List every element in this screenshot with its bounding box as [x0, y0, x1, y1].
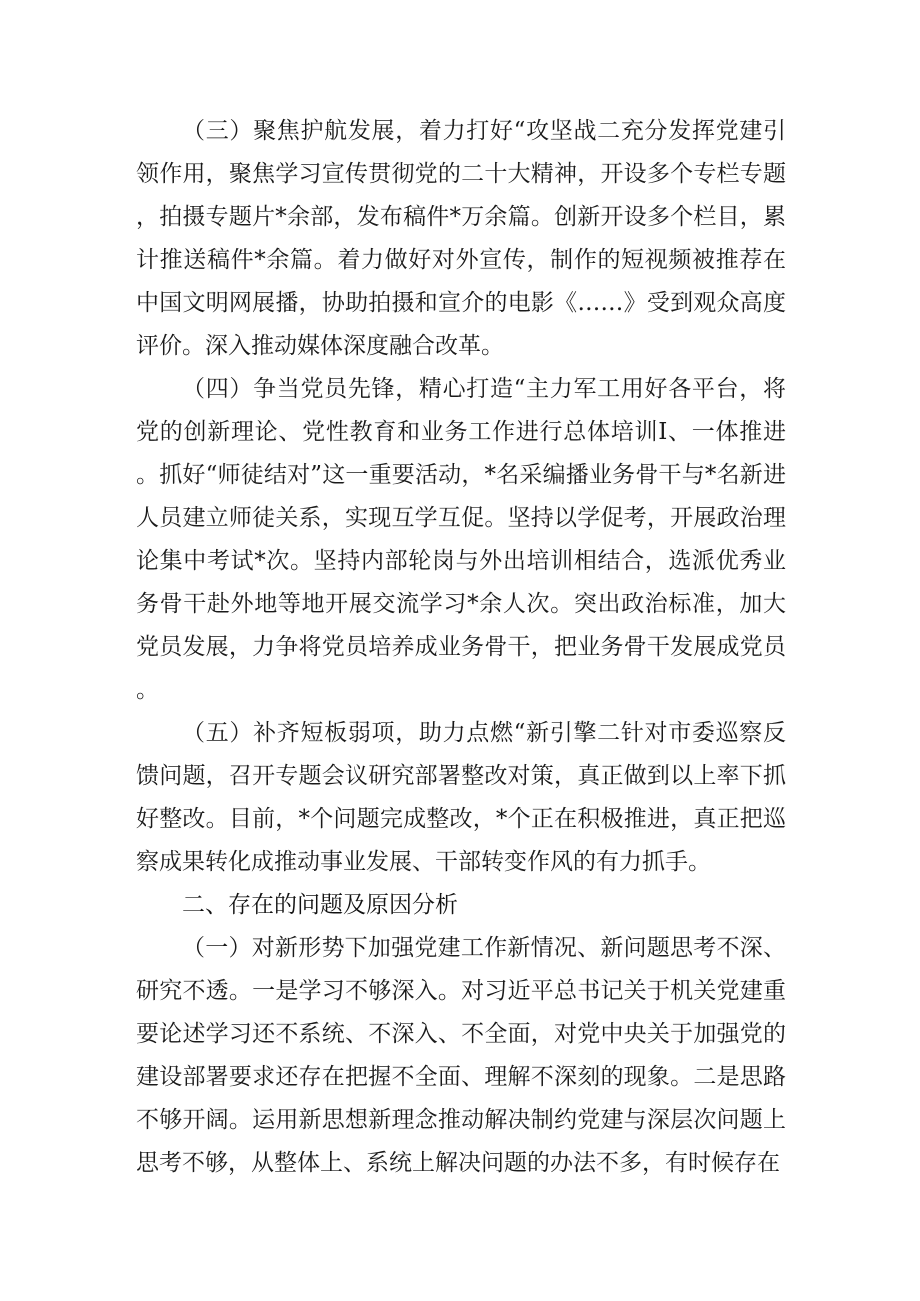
document-body [136, 110, 786, 1185]
paragraph-5-rectification: （五）补齐短板弱项，助力点燃“新引擎二针对市委巡察反馈问题，召开专题会议研究部署整改对策，真正做到以上率下抓好整改。目前，*个问题完成整改，*个正在积极推进，真正把巡察成果转化成推动事业发展、干部转变作风的有力抓手。 [136, 720, 786, 875]
paragraph-problem-1: （一）对新形势下加强党建工作新情况、新问题思考不深、研究不透。一是学习不够深入。对习近平总书记关于机关党建重要论述学习还不系统、不深入、不全面，对党中央关于加强党的建设部署要求还存在把握不全面、理解不深刻的现象。二是思路不够开阔。运用新思想新理念推动解决制约党建与深层次问题上思考不够，从整体上、系统上解决问题的办法不多，有时候存在 [136, 935, 786, 1176]
paragraph-3-media-development: （三）聚焦护航发展，着力打好“攻坚战二充分发挥党建引领作用，聚焦学习宣传贯彻党的二十大精神，开设多个专栏专题，拍摄专题片*余部，发布稿件*万余篇。创新开设多个栏目，累计推送稿件*余篇。着力做好对外宣传，制作的短视频被推荐在中国文明网展播，协助拍摄和宣介的电影《……》受到观众高度评价。深入推动媒体深度融合改革。 [136, 118, 786, 359]
section-heading-problems: 二、存在的问题及原因分析 [182, 892, 458, 918]
paragraph-4-party-member-vanguard: （四）争当党员先锋，精心打造“主力军工用好各平台，将党的创新理论、党性教育和业务工作进行总体培训I、一体推进。抓好“师徒结对”这一重要活动，*名采编播业务骨干与*名新进人员建立师徒关系，实现互学互促。坚持以学促考，开展政治理论集中考试*次。坚持内部轮岗与外出培训相结合，选派优秀业务骨干赴外地等地开展交流学习*余人次。突出政治标准，加大党员发展，力争将党员培养成业务骨干，把业务骨干发展成党员。 [136, 376, 786, 703]
